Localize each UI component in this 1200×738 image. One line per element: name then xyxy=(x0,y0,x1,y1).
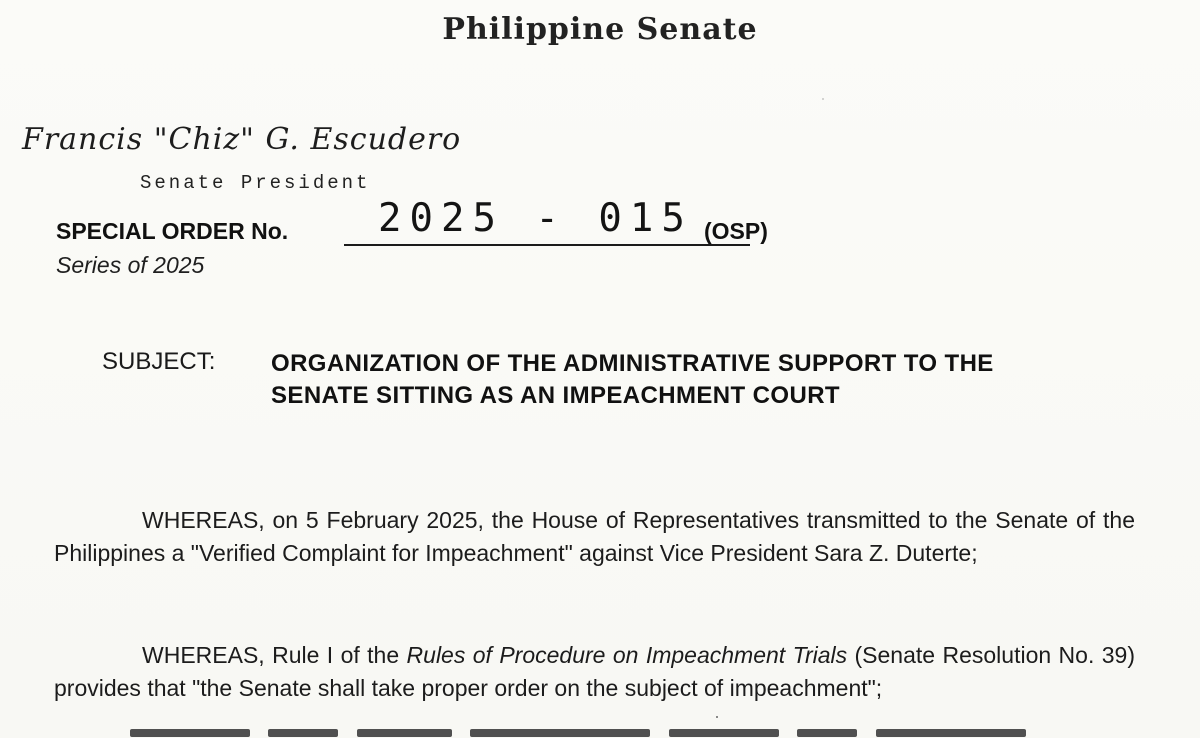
whereas-paragraph-1: WHEREAS, on 5 February 2025, the House of Representatives transmitted to the Senate of the Philippines a "Verified Complaint for Impeachment" against Vice President Sara Z. Duterte; xyxy=(54,507,1135,566)
special-order-row xyxy=(56,196,956,250)
special-order-suffix: (OSP) xyxy=(704,218,768,244)
cropped-text-fragment xyxy=(669,729,779,737)
special-order-label: SPECIAL ORDER No. xyxy=(56,218,289,244)
subject-label: SUBJECT: xyxy=(102,348,216,375)
letterhead-title: Philippine Senate xyxy=(442,12,758,47)
cropped-text-fragment xyxy=(797,729,857,737)
rules-title-italic: Rules of Procedure on Impeachment Trials xyxy=(406,642,848,668)
cropped-text-fragment xyxy=(357,729,452,737)
cropped-text-fragment xyxy=(268,729,338,737)
scan-speck xyxy=(822,98,824,100)
cropped-next-paragraph xyxy=(130,724,1130,738)
cropped-text-fragment xyxy=(470,729,650,737)
signatory-title: Senate President xyxy=(140,172,371,194)
scan-speck xyxy=(716,716,718,718)
whereas-paragraph-2-suffix: (Senate Resolution No. 39) provides that "the Senate shall take proper order on the subject of impeachment"; xyxy=(54,642,1135,701)
whereas-paragraph-2-prefix: WHEREAS, Rule I of the xyxy=(142,642,407,668)
special-order-number: 2025 - 015 xyxy=(378,196,693,241)
signatory-name: Francis "Chiz" G. Escudero xyxy=(22,122,462,157)
cropped-text-fragment xyxy=(876,729,1026,737)
subject-text: ORGANIZATION OF THE ADMINISTRATIVE SUPPORT TO THE SENATE SITTING AS AN IMPEACHMENT COURT xyxy=(271,350,994,409)
cropped-text-fragment xyxy=(130,729,250,737)
special-order-underline xyxy=(344,244,750,246)
series-line: Series of 2025 xyxy=(56,252,205,278)
whereas-paragraph-2 xyxy=(54,639,1135,705)
